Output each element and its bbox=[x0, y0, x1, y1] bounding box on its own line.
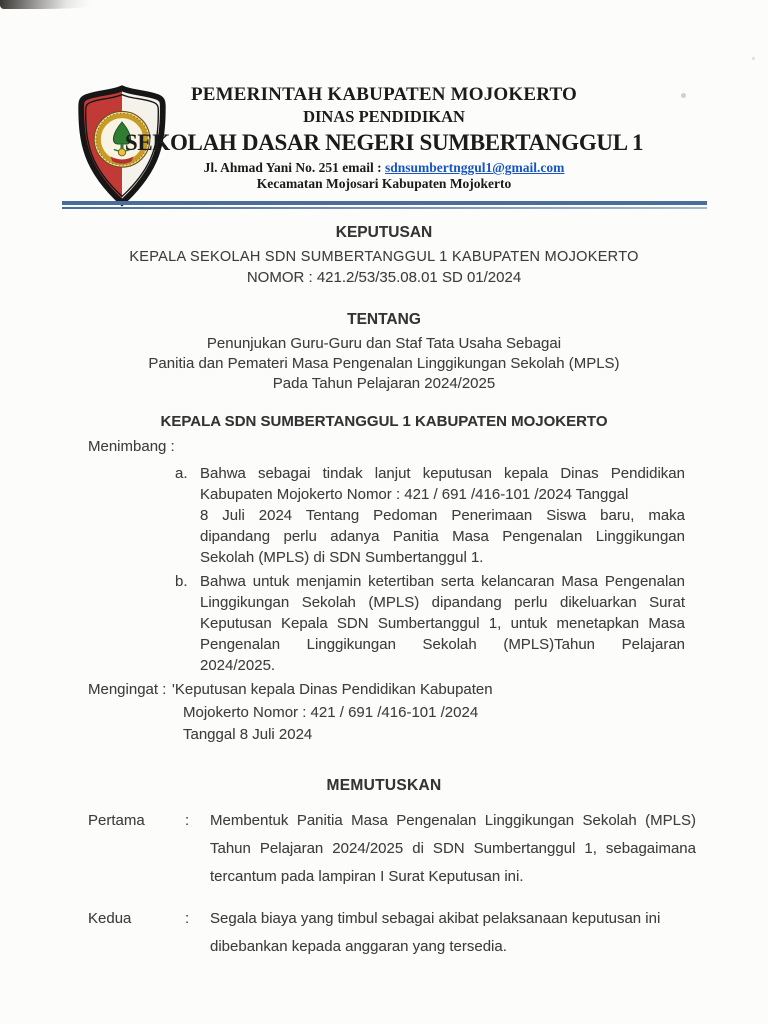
text-line: Membentuk Panitia Masa Pengenalan Linggikungan Sekolah (MPLS) bbox=[210, 812, 696, 829]
school-name: SEKOLAH DASAR NEGERI SUMBERTANGGUL 1 bbox=[124, 130, 644, 155]
dictum-row-pertama bbox=[88, 807, 696, 891]
subject-line: Panitia dan Pemateri Masa Pengenalan Linggikungan Sekolah (MPLS) bbox=[148, 355, 620, 372]
text-line: 8 Juli 2024 Tentang Pedoman Penerimaan Siswa baru, maka bbox=[200, 507, 685, 524]
decision-title: KEPUTUSAN bbox=[335, 224, 433, 241]
text-line: Sekolah (MPLS) di SDN Sumbertanggul 1. bbox=[200, 549, 484, 566]
letterhead-divider bbox=[62, 201, 707, 209]
text-line: Linggikungan Sekolah (MPLS) dipandang perlu dikeluarkan Surat bbox=[200, 594, 685, 611]
text-line: tercantum pada lampiran I Surat Keputusan ini. bbox=[210, 868, 524, 885]
decision-issuer: KEPALA SEKOLAH SDN SUMBERTANGGUL 1 KABUPATEN MOJOKERTO bbox=[129, 249, 639, 265]
text-line: Segala biaya yang timbul sebagai akibat pelaksanaan keputusan ini bbox=[210, 910, 661, 927]
dictum-label: Kedua bbox=[88, 910, 132, 927]
mengingat-section bbox=[88, 679, 685, 747]
item-text bbox=[200, 571, 685, 676]
subject-heading: TENTANG bbox=[347, 311, 421, 328]
email-link[interactable]: sdnsumbertnggul1@gmail.com bbox=[384, 160, 565, 175]
subject-line: Pada Tahun Pelajaran 2024/2025 bbox=[272, 375, 496, 392]
scan-dot-artifact bbox=[752, 57, 755, 60]
subdistrict-line: Kecamatan Mojosari Kabupaten Mojokerto bbox=[256, 176, 512, 191]
item-marker: b. bbox=[175, 573, 188, 590]
menimbang-items bbox=[88, 463, 685, 676]
item-marker: a. bbox=[175, 465, 188, 482]
text-line: Kabupaten Mojokerto Nomor : 421 / 691 /416-101 /2024 Tanggal bbox=[200, 486, 629, 503]
divider-thin-line bbox=[62, 207, 707, 209]
issuer-heading: KEPALA SDN SUMBERTANGGUL 1 KABUPATEN MOJOKERTO bbox=[160, 413, 608, 430]
mengingat-label: Mengingat : bbox=[88, 681, 167, 698]
dictum-colon: : bbox=[185, 812, 190, 829]
government-line: PEMERINTAH KABUPATEN MOJOKERTO bbox=[190, 84, 578, 105]
text-line: dibebankan kepada anggaran yang tersedia. bbox=[210, 938, 507, 955]
dictum-label: Pertama bbox=[88, 812, 145, 829]
memutuskan-heading: MEMUTUSKAN bbox=[326, 777, 442, 794]
dictum-row-kedua bbox=[88, 905, 696, 961]
text-line: 'Keputusan kepala Dinas Pendidikan Kabupaten bbox=[172, 681, 493, 698]
decision-number: NOMOR : 421.2/53/35.08.01 SD 01/2024 bbox=[246, 269, 522, 286]
subject-line: Penunjukan Guru-Guru dan Staf Tata Usaha Sebagai bbox=[206, 335, 562, 352]
dictum-text bbox=[210, 807, 696, 891]
address-line bbox=[0, 160, 768, 176]
mengingat-row bbox=[88, 679, 685, 702]
text-line: Bahwa sebagai tindak lanjut keputusan kepala Dinas Pendidikan bbox=[200, 465, 685, 482]
address-text: Jl. Ahmad Yani No. 251 email : bbox=[203, 160, 385, 175]
dictums-section bbox=[88, 807, 696, 961]
department-line: DINAS PENDIDIKAN bbox=[303, 107, 465, 126]
text-line: dipandang perlu adanya Panitia Masa Pengenalan Linggikungan bbox=[200, 528, 685, 545]
text-line: Keputusan Kepala SDN Sumbertanggul 1, untuk menetapkan Masa bbox=[200, 615, 685, 632]
text-line: Bahwa untuk menjamin ketertiban serta kelancaran Masa Pengenalan bbox=[200, 573, 685, 590]
dictum-colon: : bbox=[185, 910, 190, 927]
menimbang-item-a bbox=[88, 463, 685, 568]
menimbang-label: Menimbang : bbox=[88, 438, 175, 455]
decision-heading-block bbox=[0, 224, 768, 286]
text-line: 2024/2025. bbox=[200, 657, 276, 674]
text-line: Mojokerto Nomor : 421 / 691 /416-101 /2024 bbox=[183, 703, 479, 721]
text-line: Tanggal 8 Juli 2024 bbox=[183, 726, 313, 743]
scan-smudge-artifact bbox=[0, 0, 112, 9]
menimbang-item-b bbox=[88, 571, 685, 676]
subject-block bbox=[0, 311, 768, 394]
divider-thick-line bbox=[62, 201, 707, 205]
text-line: Tahun Pelajaran 2024/2025 di SDN Sumbertanggul 1, sebagaimana bbox=[210, 840, 696, 857]
item-text bbox=[200, 463, 685, 568]
dictum-text bbox=[210, 905, 696, 961]
menimbang-section bbox=[88, 438, 685, 676]
letterhead bbox=[0, 84, 768, 192]
text-line: Pengenalan Linggikungan Sekolah (MPLS)Tahun Pelajaran bbox=[200, 636, 685, 653]
